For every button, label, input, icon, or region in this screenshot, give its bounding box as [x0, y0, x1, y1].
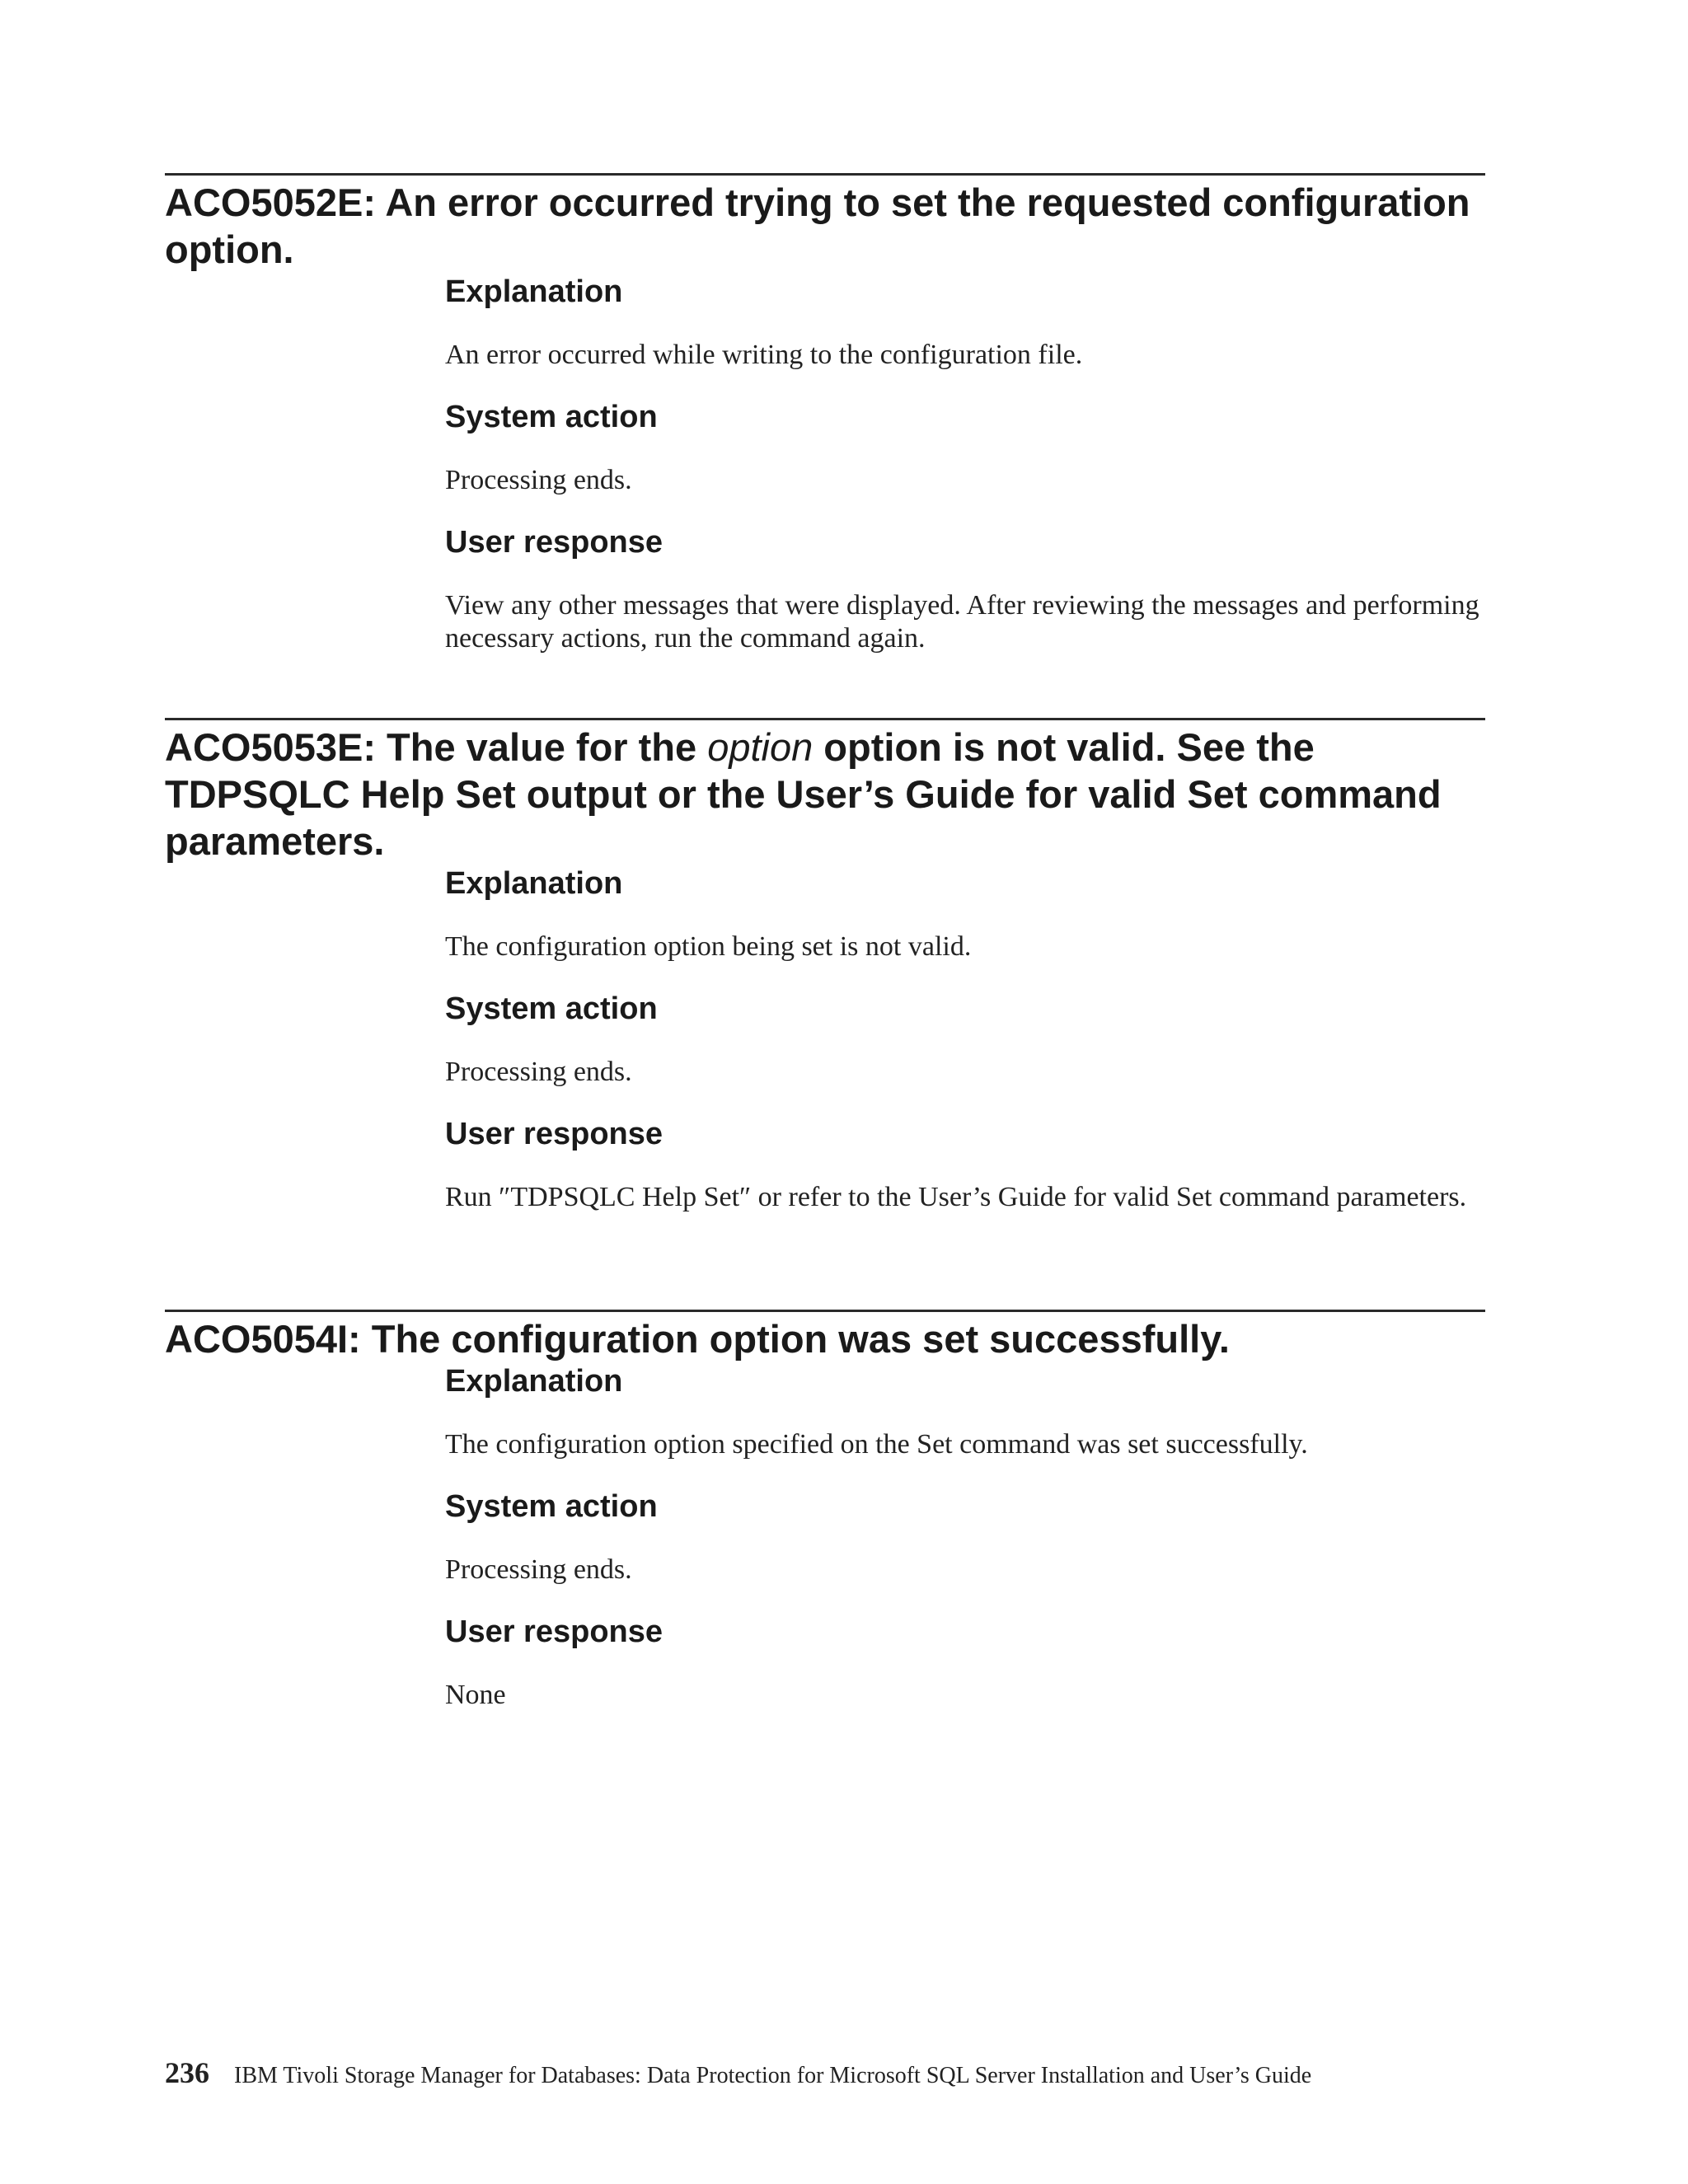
- system-action-text: Processing ends.: [445, 1057, 632, 1087]
- user-response-text: View any other messages that were displayed. After reviewing the messages and performing necessary actions, run the command again.: [445, 590, 1479, 654]
- explanation-text: An error occurred while writing to the configuration file.: [445, 340, 1083, 370]
- user-response-text: Run ″TDPSQLC Help Set″ or refer to the User’s Guide for valid Set command parameters.: [445, 1182, 1467, 1212]
- explanation-text: The configuration option being set is not valid.: [445, 931, 972, 962]
- page-number: 236: [165, 2056, 209, 2089]
- system-action-text: Processing ends.: [445, 465, 632, 495]
- system-action-heading: System action: [445, 400, 658, 434]
- message-title-end: option is not valid. See the TDPSQLC Help Set output or the User’s Guide for valid Set command parameters.: [165, 725, 1442, 863]
- message-title: ACO5054I: The configuration option was set successfully.: [165, 1317, 1230, 1361]
- explanation-heading: Explanation: [445, 1364, 623, 1399]
- section-divider: [165, 1310, 1485, 1312]
- page-footer: [165, 2055, 1311, 2090]
- section-divider: [165, 173, 1485, 176]
- section-divider: [165, 718, 1485, 720]
- explanation-heading: Explanation: [445, 866, 623, 901]
- message-details: [445, 1362, 1485, 1712]
- message-aco5053e: [165, 718, 1485, 1214]
- message-title: [165, 724, 1485, 865]
- user-response-heading: User response: [445, 1117, 663, 1151]
- explanation-heading: Explanation: [445, 274, 623, 309]
- user-response-heading: User response: [445, 1615, 663, 1649]
- system-action-heading: System action: [445, 1489, 658, 1524]
- system-action-heading: System action: [445, 991, 658, 1026]
- message-details: [445, 273, 1485, 655]
- explanation-text: The configuration option specified on the Set command was set successfully.: [445, 1429, 1308, 1460]
- system-action-text: Processing ends.: [445, 1554, 632, 1585]
- message-aco5054i: [165, 1310, 1485, 1712]
- message-title-start: ACO5053E: The value for the: [165, 725, 708, 769]
- user-response-heading: User response: [445, 525, 663, 560]
- message-title: ACO5052E: An error occurred trying to set the requested configuration option.: [165, 180, 1470, 271]
- message-aco5052e: [165, 173, 1485, 655]
- user-response-text: None: [445, 1680, 506, 1710]
- footer-book-title: IBM Tivoli Storage Manager for Databases: Data Protection for Microsoft SQL Server Installation and User’s Guide: [234, 2063, 1312, 2088]
- message-details: [445, 865, 1485, 1214]
- message-title-option-variable: option: [707, 725, 814, 769]
